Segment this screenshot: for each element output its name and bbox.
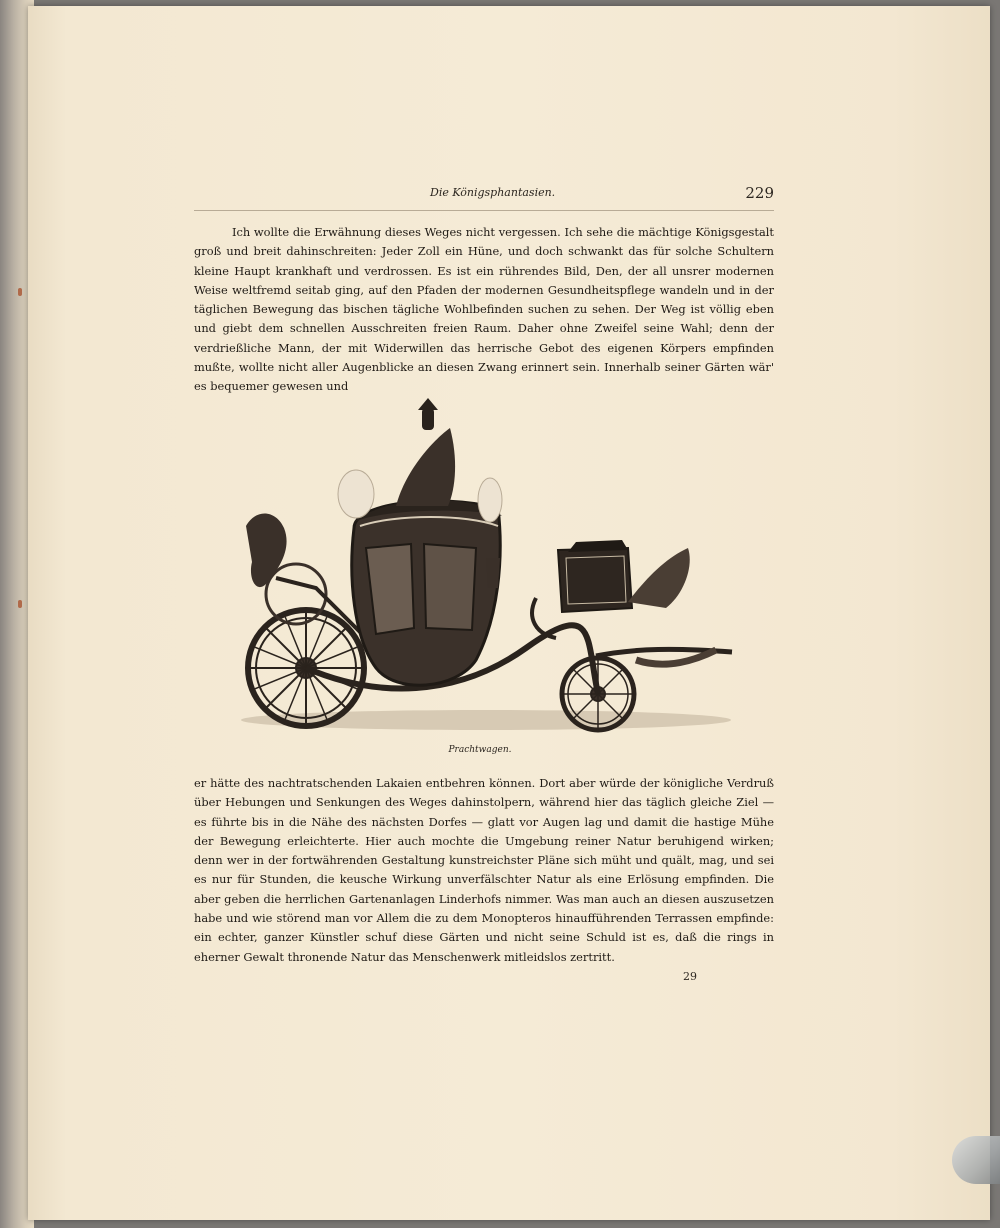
- edge-mark: [18, 288, 22, 296]
- paragraph-top: Ich wollte die Erwähnung dieses Weges nicht vergessen. Ich sehe die mächtige Königsgestalt groß und breit dahinschreiten: Jeder Zoll ein Hüne, und doch schwankt das für solche Schultern kleine Haupt krankhaft und verdrossen. Es ist ein rührendes Bild, Den, der all unsrer modernen Weise weltfremd seitab ging, auf den Pfaden der modernen Gesundheitspflege wandeln und in der täglichen Bewegung das bischen tägliche Wohlbefinden suchen zu sehen. Der Weg ist völlig eben und giebt dem schnellen Ausschreiten freien Raum. Daher ohne Zweifel seine Wahl; denn der verdrießliche Mann, der mit Widerwillen das herrische Gebot des eigenen Körpers empfinden mußte, wollte nicht aller Augenblicke an diesen Zwang erinnert sein. Innerhalb seiner Gärten wär' es bequemer gewesen und: [194, 225, 774, 394]
- page-clip: [952, 1136, 1000, 1184]
- paragraph-bottom: er hätte des nachtratschenden Lakaien entbehren können. Dort aber würde der königliche Verdruß über Hebungen und Senkungen des Weges dahinstolpern, während hier das täglich gleiche Ziel — es führte bis in die Nähe des nächsten Dorfes — glatt vor Augen lag und damit die hastige Mühe der Bewegung erleichterte. Hier auch mochte die Umgebung reiner Natur beruhigend wirken; denn wer in der fortwährenden Gestaltung kunstreichster Pläne sich müht und quält, mag, und sei es nur für Stunden, die keusche Wirkung unverfälschter Natur als eine Erlösung empfinden. Die aber geben die herrlichen Gartenanlagen Linderhofs nimmer. Was man auch an diesen auszusetzen habe und wie störend man vor Allem die zu dem Monopteros hinaufführenden Terrassen empfinde: ein echter, ganzer Künstler schuf diese Gärten und nicht seine Schuld ist es, daß die rings in eherner Gewalt thronende Natur das Menschenwerk mitleidslos zertritt.: [194, 776, 774, 964]
- signature-mark: 29: [683, 970, 697, 983]
- carriage-illustration: [236, 398, 742, 742]
- page-number: 229: [745, 184, 774, 202]
- running-head: [194, 186, 774, 211]
- running-title: Die Königsphantasien.: [430, 186, 556, 199]
- figure-caption: Prachtwagen.: [448, 745, 512, 755]
- edge-mark: [18, 600, 22, 608]
